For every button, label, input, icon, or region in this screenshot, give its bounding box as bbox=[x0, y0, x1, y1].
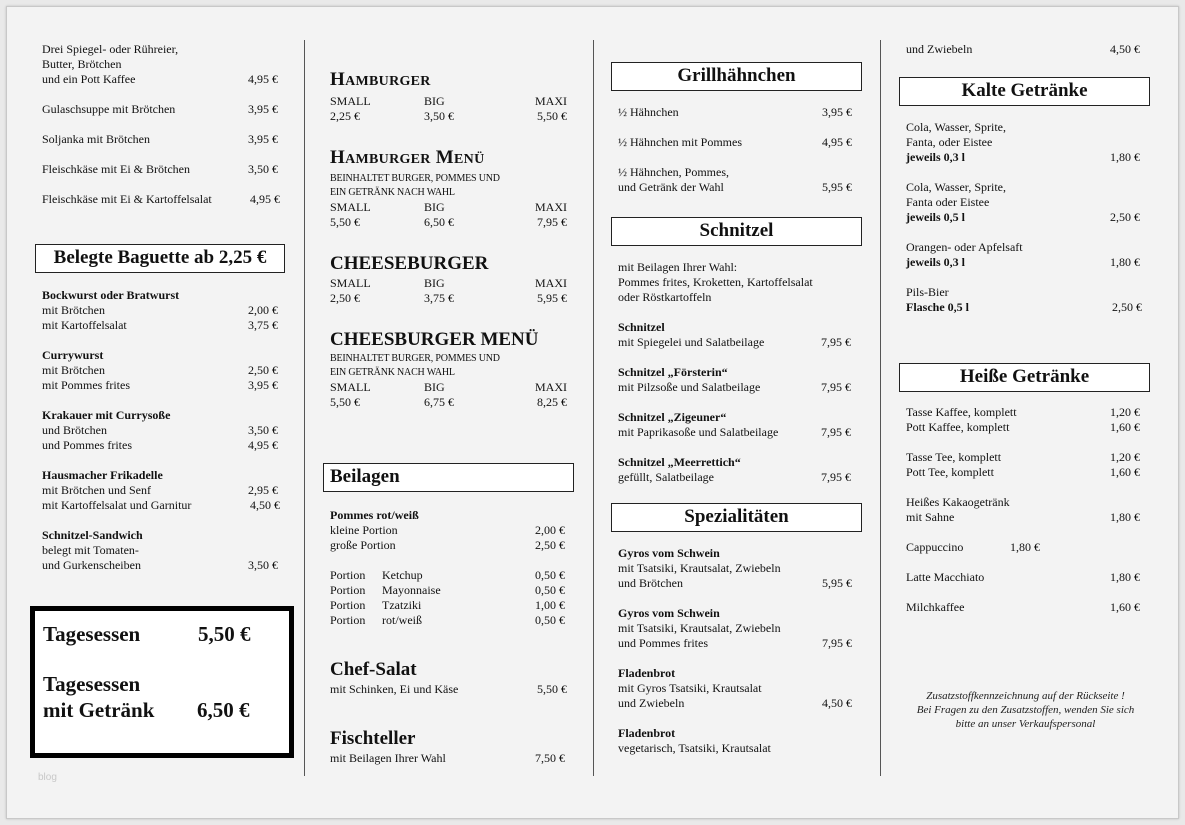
tagesessen-label: Tagesessen bbox=[43, 672, 141, 696]
note-line: Bei Fragen zu den Zusatzstoffen, wenden Sie sich bbox=[916, 704, 1135, 716]
item-name: Fladenbrot bbox=[618, 666, 676, 680]
spezial-list bbox=[618, 546, 852, 756]
item-text: Gulaschsuppe mit Brötchen bbox=[42, 102, 176, 116]
item-price: 5,50 € bbox=[537, 682, 567, 696]
item-name: Currywurst bbox=[42, 348, 104, 362]
item-price: 7,95 € bbox=[821, 470, 851, 484]
item-price: 3,95 € bbox=[248, 102, 278, 116]
item-price: 4,95 € bbox=[248, 438, 278, 452]
baguette-list bbox=[42, 288, 278, 573]
item-text: oder Röstkartoffeln bbox=[618, 290, 712, 304]
item-text: mit Kartoffelsalat und Garnitur bbox=[42, 498, 192, 512]
item-text: Cola, Wasser, Sprite, bbox=[906, 120, 1006, 134]
item-price: 5,95 € bbox=[822, 180, 852, 194]
item-price: 3,75 € bbox=[248, 318, 278, 332]
item-text: mit Tsatsiki, Krautsalat, Zwiebeln bbox=[618, 561, 781, 575]
item-price: 7,50 € bbox=[535, 751, 565, 765]
item-text: mit Beilagen Ihrer Wahl: bbox=[618, 260, 738, 274]
item-price: 1,60 € bbox=[1110, 600, 1140, 614]
heisse-list bbox=[906, 405, 1140, 615]
item-text: Pott Tee, komplett bbox=[906, 465, 994, 479]
item-price: 7,95 € bbox=[821, 380, 851, 394]
item-text: und Zwiebeln bbox=[906, 42, 973, 56]
price-row: 5,50 € 6,75 € 8,25 € bbox=[330, 395, 567, 409]
item-price: 1,80 € bbox=[1110, 570, 1140, 584]
item-text: mit Kartoffelsalat bbox=[42, 318, 127, 332]
item-text: mit Brötchen und Senf bbox=[42, 483, 151, 497]
item-text: Fleischkäse mit Ei & Brötchen bbox=[42, 162, 190, 176]
section-title-spezialitaeten: Spezialitäten bbox=[611, 503, 862, 532]
item-text: mit Spiegelei und Salatbeilage bbox=[618, 335, 765, 349]
menu-description: BEINHALTET BURGER, POMMES UND bbox=[330, 353, 500, 364]
item-text: mit Paprikasoße und Salatbeilage bbox=[618, 425, 779, 439]
price-row: 2,50 € 3,75 € 5,95 € bbox=[330, 291, 567, 305]
item-text: und Zwiebeln bbox=[618, 696, 685, 710]
size-row: SMALL BIG MAXI bbox=[330, 380, 567, 394]
item-text: Cola, Wasser, Sprite, bbox=[906, 180, 1006, 194]
item-text: vegetarisch, Tsatsiki, Krautsalat bbox=[618, 741, 771, 755]
tagesessen-label: Tagesessen bbox=[43, 622, 141, 646]
item-price: 7,95 € bbox=[822, 636, 852, 650]
item-name: Hausmacher Frikadelle bbox=[42, 468, 163, 482]
item-text: Fanta oder Eistee bbox=[906, 195, 990, 209]
item-text: Cappuccino bbox=[906, 540, 964, 554]
item-name: Schnitzel bbox=[618, 320, 665, 334]
item-price: 1,20 € bbox=[1110, 405, 1140, 419]
section-title-heisse-getraenke: Heiße Getränke bbox=[899, 363, 1150, 392]
item-price: 1,80 € bbox=[1110, 150, 1140, 164]
item-text: Orangen- oder Apfelsaft bbox=[906, 240, 1023, 254]
column-4-top bbox=[906, 42, 1140, 57]
tagesessen-box bbox=[30, 606, 294, 758]
item-price: 2,50 € bbox=[1110, 210, 1140, 224]
column-divider bbox=[304, 40, 305, 776]
item-name: Bockwurst oder Bratwurst bbox=[42, 288, 180, 302]
item-text: und Pommes frites bbox=[618, 636, 708, 650]
section-title-baguette: Belegte Baguette ab 2,25 € bbox=[35, 244, 285, 273]
item-name: Pommes rot/weiß bbox=[330, 508, 419, 522]
item-name: Schnitzel „Försterin“ bbox=[618, 365, 728, 379]
column-divider bbox=[880, 40, 881, 776]
item-text: Pommes frites, Kroketten, Kartoffelsalat bbox=[618, 275, 813, 289]
price-row: 5,50 € 6,50 € 7,95 € bbox=[330, 215, 567, 229]
item-price: 3,50 € bbox=[248, 558, 278, 572]
menu-item bbox=[42, 132, 278, 147]
section-title-grillhaehnchen: Grillhähnchen bbox=[611, 62, 862, 91]
item-text: große Portion bbox=[330, 538, 396, 552]
beilagen-list bbox=[330, 508, 565, 628]
item-text: und ein Pott Kaffee bbox=[42, 72, 136, 86]
item-price: 1,60 € bbox=[1110, 420, 1140, 434]
item-price: 3,50 € bbox=[248, 162, 278, 176]
item-text: Milchkaffee bbox=[906, 600, 965, 614]
item-price: 7,95 € bbox=[821, 335, 851, 349]
tagesessen-label: mit Getränk bbox=[43, 698, 155, 722]
item-text: gefüllt, Salatbeilage bbox=[618, 470, 714, 484]
item-price: 1,80 € bbox=[1010, 540, 1040, 554]
tagesessen-price: 6,50 € bbox=[197, 698, 250, 722]
item-name: Fladenbrot bbox=[618, 726, 676, 740]
item-text: und Brötchen bbox=[42, 423, 107, 437]
menu-description: EIN GETRÄNK NACH WAHL bbox=[330, 367, 455, 378]
item-text: ½ Hähnchen bbox=[618, 105, 679, 119]
section-title-schnitzel: Schnitzel bbox=[611, 217, 862, 246]
item-text: Butter, Brötchen bbox=[42, 57, 122, 71]
item-text: mit Brötchen bbox=[42, 363, 105, 377]
portion-row: Portion rot/weiß 0,50 € bbox=[330, 613, 565, 627]
item-text: Fanta, oder Eistee bbox=[906, 135, 993, 149]
item-text: Drei Spiegel- oder Rühreier, bbox=[42, 42, 179, 56]
item-text: Tasse Tee, komplett bbox=[906, 450, 1002, 464]
note-line: Zusatzstoffkennzeichnung auf der Rückseite ! bbox=[926, 690, 1125, 702]
item-text: mit Tsatsiki, Krautsalat, Zwiebeln bbox=[618, 621, 781, 635]
menu-description: EIN GETRÄNK NACH WAHL bbox=[330, 187, 455, 198]
item-text: und Brötchen bbox=[618, 576, 683, 590]
item-price: 2,50 € bbox=[535, 538, 565, 552]
item-name: Schnitzel „Zigeuner“ bbox=[618, 410, 727, 424]
portion-row: Portion Tzatziki 1,00 € bbox=[330, 598, 565, 612]
item-text: Fleischkäse mit Ei & Kartoffelsalat bbox=[42, 192, 212, 206]
schnitzel-list bbox=[618, 260, 851, 485]
item-text: jeweils 0,3 l bbox=[906, 150, 965, 164]
item-text: Pils-Bier bbox=[906, 285, 949, 299]
size-row: SMALL BIG MAXI bbox=[330, 200, 567, 214]
cheeseburger-title: CHEESEBURGER bbox=[330, 253, 489, 274]
item-text: und Gurkenscheiben bbox=[42, 558, 141, 572]
menu-item bbox=[42, 162, 278, 177]
item-name: Gyros vom Schwein bbox=[618, 546, 720, 560]
item-price: 1,80 € bbox=[1110, 510, 1140, 524]
item-price: 2,00 € bbox=[248, 303, 278, 317]
watermark: blog bbox=[38, 772, 57, 783]
item-text: Heißes Kakaogetränk bbox=[906, 495, 1010, 509]
size-row: SMALL BIG MAXI bbox=[330, 94, 567, 108]
item-text: Latte Macchiato bbox=[906, 570, 985, 584]
item-price: 4,50 € bbox=[822, 696, 852, 710]
item-price: 4,95 € bbox=[248, 72, 278, 86]
size-row: SMALL BIG MAXI bbox=[330, 276, 567, 290]
tagesessen-price: 5,50 € bbox=[198, 622, 251, 646]
cheeseburger-menu-title: CHEESBURGER MENÜ bbox=[330, 329, 539, 350]
item-price: 3,95 € bbox=[822, 105, 852, 119]
menu-item bbox=[42, 192, 278, 207]
item-text: Pott Kaffee, komplett bbox=[906, 420, 1010, 434]
item-name: Krakauer mit Currysoße bbox=[42, 408, 171, 422]
additives-note bbox=[898, 689, 1153, 731]
item-text: mit Brötchen bbox=[42, 303, 105, 317]
item-text: jeweils 0,5 l bbox=[906, 210, 965, 224]
item-price: 2,50 € bbox=[248, 363, 278, 377]
item-price: 1,20 € bbox=[1110, 450, 1140, 464]
item-price: 4,50 € bbox=[250, 498, 280, 512]
note-line: bitte an unser Verkaufspersonal bbox=[955, 718, 1096, 730]
item-price: 7,95 € bbox=[821, 425, 851, 439]
item-text: ½ Hähnchen, Pommes, bbox=[618, 165, 729, 179]
column-1 bbox=[42, 42, 278, 207]
item-text: ½ Hähnchen mit Pommes bbox=[618, 135, 742, 149]
item-price: 2,00 € bbox=[535, 523, 565, 537]
section-title-kalte-getraenke: Kalte Getränke bbox=[899, 77, 1150, 106]
chef-salat bbox=[330, 658, 567, 697]
item-text: und Pommes frites bbox=[42, 438, 132, 452]
fischteller bbox=[330, 727, 565, 766]
item-name: Gyros vom Schwein bbox=[618, 606, 720, 620]
item-text: mit Beilagen Ihrer Wahl bbox=[330, 751, 446, 765]
item-price: 2,50 € bbox=[1112, 300, 1142, 314]
price-row: 2,25 € 3,50 € 5,50 € bbox=[330, 109, 567, 123]
menu-item bbox=[42, 42, 278, 87]
portion-row: Portion Ketchup 0,50 € bbox=[330, 568, 565, 582]
item-price: 2,95 € bbox=[248, 483, 278, 497]
item-price: 4,95 € bbox=[822, 135, 852, 149]
item-price: 4,50 € bbox=[1110, 42, 1140, 56]
item-name: Schnitzel „Meerrettich“ bbox=[618, 455, 741, 469]
item-price: 3,95 € bbox=[248, 132, 278, 146]
item-text: mit Pommes frites bbox=[42, 378, 130, 392]
item-text: Flasche 0,5 l bbox=[906, 300, 969, 314]
column-divider bbox=[593, 40, 594, 776]
grill-list bbox=[618, 105, 852, 195]
item-text: mit Pilzsoße und Salatbeilage bbox=[618, 380, 761, 394]
hamburger-menu-title: HAMBURGER MENÜ bbox=[330, 147, 485, 168]
column-2 bbox=[330, 68, 567, 410]
menu-description: BEINHALTET BURGER, POMMES UND bbox=[330, 173, 500, 184]
item-price: 1,60 € bbox=[1110, 465, 1140, 479]
fischteller-title: Fischteller bbox=[330, 728, 416, 749]
item-text: belegt mit Tomaten- bbox=[42, 543, 139, 557]
item-text: und Getränk der Wahl bbox=[618, 180, 724, 194]
hamburger-title: HAMBURGER bbox=[330, 69, 431, 90]
chef-salat-title: Chef-Salat bbox=[330, 659, 417, 680]
item-text: Tasse Kaffee, komplett bbox=[906, 405, 1017, 419]
menu-item bbox=[42, 102, 278, 117]
item-price: 4,95 € bbox=[250, 192, 280, 206]
item-price: 5,95 € bbox=[822, 576, 852, 590]
item-price: 1,80 € bbox=[1110, 255, 1140, 269]
portion-row: Portion Mayonnaise 0,50 € bbox=[330, 583, 565, 597]
item-text: mit Gyros Tsatsiki, Krautsalat bbox=[618, 681, 762, 695]
item-text: mit Schinken, Ei und Käse bbox=[330, 682, 459, 696]
item-text: jeweils 0,3 l bbox=[906, 255, 965, 269]
item-text: Soljanka mit Brötchen bbox=[42, 132, 150, 146]
item-text: mit Sahne bbox=[906, 510, 955, 524]
section-title-beilagen: Beilagen bbox=[323, 463, 574, 492]
item-name: Schnitzel-Sandwich bbox=[42, 528, 143, 542]
kalte-list bbox=[906, 120, 1140, 315]
item-text: kleine Portion bbox=[330, 523, 398, 537]
item-price: 3,95 € bbox=[248, 378, 278, 392]
item-price: 3,50 € bbox=[248, 423, 278, 437]
